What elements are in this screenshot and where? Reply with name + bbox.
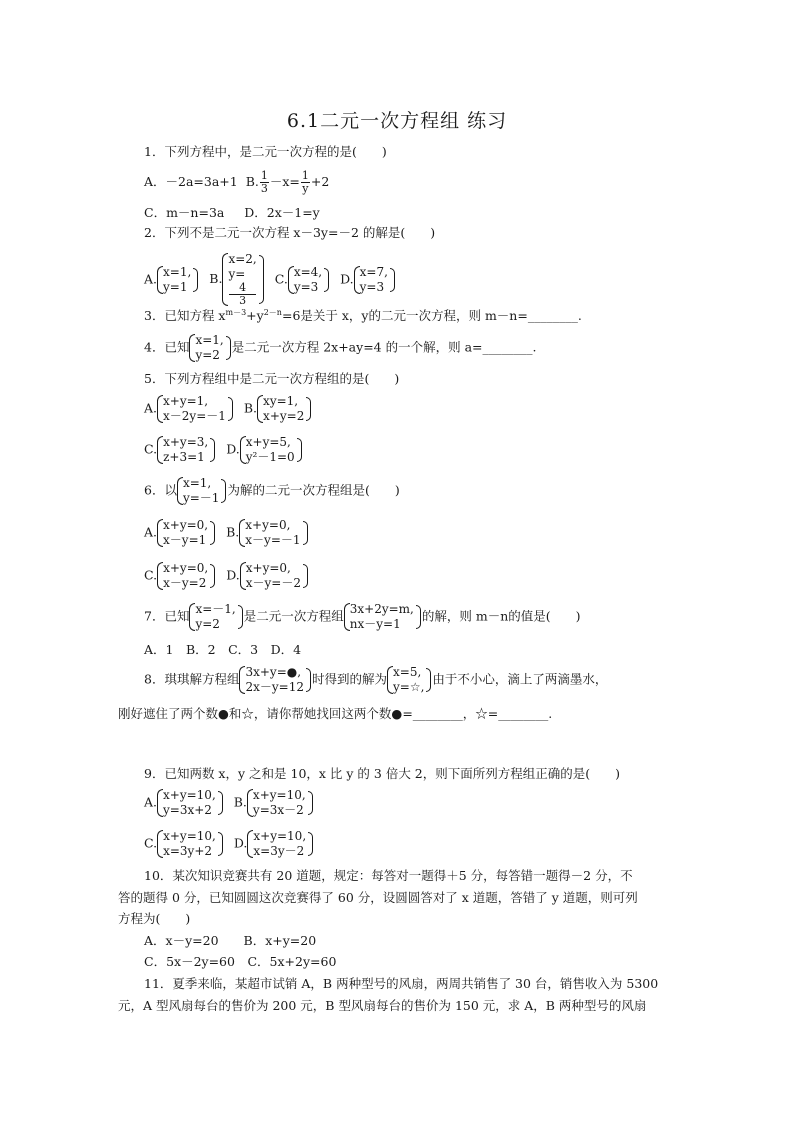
q11-line2: 元，A 型风扇每台的售价为 200 元，B 型风扇每台的售价为 150 元，求 A，B 两种型号的风扇 (118, 998, 647, 1013)
q5-options-ab (144, 394, 318, 424)
q2-option-a: A. x=1, y=1 (144, 265, 199, 295)
q9-options-cd (144, 829, 320, 859)
q6-option-c: C. x+y=0, x－y=2 (144, 561, 216, 591)
q11-line1: 11．夏季来临，某超市试销 A，B 两种型号的风扇，两周共销售了 30 台，销售收入为 5300 (144, 976, 659, 991)
q9-option-b: B. x+y=10, y=3x－2 (234, 788, 314, 818)
q2-option-d: D. x=7, y=3 (340, 265, 396, 295)
q8-stem: 8．琪琪解方程组 3x+y=●, 2x－y=12 时得到的解为 x=5, y=☆, 由于不小心，滴上了两滴墨水， (144, 665, 608, 694)
q9-stem: 9．已知两数 x，y 之和是 10，x 比 y 的 3 倍大 2，则下面所列方程组正确的是( ) (144, 766, 621, 781)
q10-options-ab: A．x－y=20 B．x+y=20 (144, 933, 317, 948)
q7-stem: 7．已知 x=－1, y=2 是二元一次方程组 3x+2y=m, nx－y=1 的解，则 m－n的值是( ) (144, 602, 581, 631)
q6-option-b: B. x+y=0, x－y=－1 (226, 518, 308, 548)
q6-option-a: A. x+y=0, x－y=1 (144, 518, 216, 548)
q7-options: A．1 B．2 C．3 D．4 (144, 642, 302, 657)
q2-option-c: C. x=4, y=3 (275, 265, 330, 295)
q5-option-b: B. xy=1, x+y=2 (244, 394, 312, 424)
q10-line1: 10．某次知识竞赛共有 20 道题，规定：每答对一题得＋5 分，每答错一题得－2 分，不 (144, 868, 633, 883)
q9-option-d: D. x+y=10, x=3y－2 (234, 829, 314, 859)
q1-options-cd (144, 203, 320, 221)
q5-options-cd (144, 435, 309, 465)
q9-options-ab (144, 788, 320, 818)
q1-stem: 1．下列方程中，是二元一次方程的是( ) (144, 144, 387, 159)
page-title: 6.1二元一次方程组 练习 (286, 110, 508, 132)
q1-option-d: D．2x－1=y (244, 205, 320, 220)
q1-option-c: C．m－n=3a (144, 205, 225, 220)
q5-stem: 5．下列方程组中是二元一次方程组的是( ) (144, 371, 400, 386)
q9-option-a: A. x+y=10, y=3x+2 (144, 788, 224, 818)
q5-option-d: D. x+y=5, y²－1=0 (226, 435, 302, 465)
q1-option-b: B. $\frac{1}{3}$ －x= $\frac{1}{y}$ +2 (245, 169, 330, 195)
q2-option-b: B. x=2, y= 4 3 (209, 252, 264, 307)
q6-options-cd (144, 561, 315, 591)
q2-options (144, 252, 402, 307)
q10-line2: 答的题得 0 分，已知圆圆这次竞赛得了 60 分，设圆圆答对了 x 道题，答错了 y 道题，则可列 (118, 890, 638, 905)
q5-option-c: C. x+y=3, z+3=1 (144, 435, 216, 465)
q9-option-c: C. x+y=10, x=3y+2 (144, 829, 224, 859)
q1-options-ab (144, 170, 329, 195)
q10-line3: 方程为( ) (118, 911, 191, 926)
q10-options-cd: C．5x－2y=60 C．5x+2y=60 (144, 954, 337, 969)
q2-stem: 2．下列不是二元一次方程 x－3y=－2 的解是( ) (144, 225, 436, 240)
q6-options-ab (144, 518, 315, 548)
q6-stem: 6．以 x=1, y=－1 为解的二元一次方程组是( ) (144, 476, 400, 505)
q6-option-d: D. x+y=0, x－y=－2 (226, 561, 309, 591)
q3-stem: 3．已知方程 $x^{m-3}+y^{2-n}=6$是关于 x，y的二元一次方程，则 m－n=________. (144, 307, 582, 323)
q1-option-a: A．－2a=3a+1 (144, 174, 238, 189)
q8-line2: 刚好遮住了两个数●和☆，请你帮她找回这两个数●=________，☆=________. (118, 706, 553, 721)
q4-stem: 4．已知 x=1, y=2 是二元一次方程 2x+ay=4 的一个解，则 a=________. (144, 333, 537, 362)
q5-option-a: A. x+y=1, x－2y=－1 (144, 394, 234, 424)
